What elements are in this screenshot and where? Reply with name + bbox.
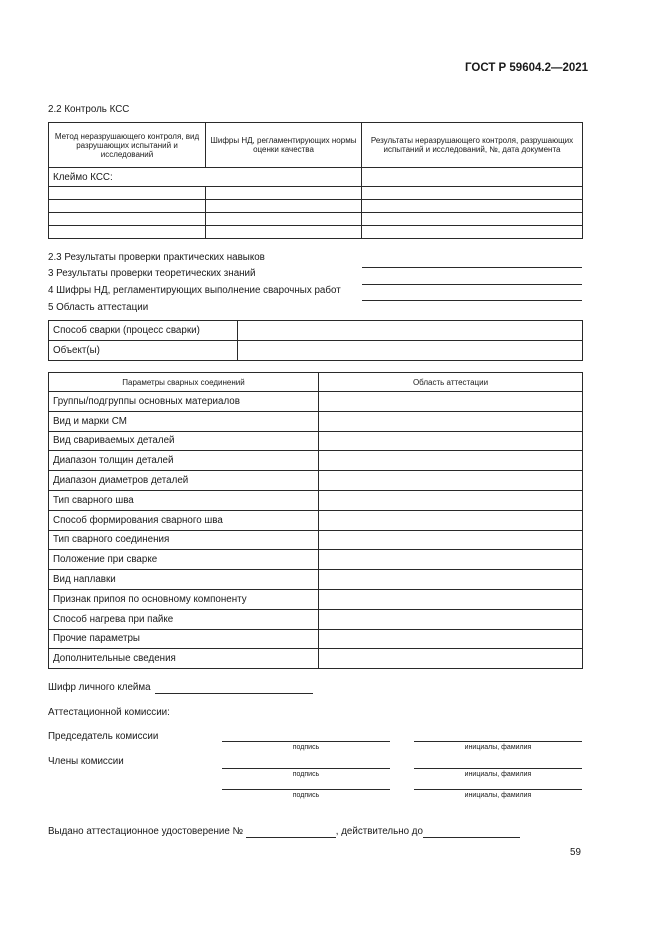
column-header-method: Метод неразрушающего контроля, вид разрушающих испытаний и исследований [49, 123, 206, 168]
scope-table [48, 320, 583, 361]
table-cell[interactable] [49, 200, 206, 213]
table-cell[interactable] [362, 187, 583, 200]
section-2-2-title: 2.2 Контроль КСС [48, 104, 130, 115]
param-row-value[interactable] [319, 411, 583, 431]
valid-until-label: , действительно до [335, 826, 423, 837]
members-label: Члены комиссии [48, 756, 124, 767]
objects-value[interactable] [238, 341, 583, 361]
param-row-label: Тип сварного шва [49, 490, 319, 510]
ndt-control-table [48, 122, 583, 239]
param-row-label: Признак припоя по основному компоненту [49, 589, 319, 609]
param-row-value[interactable] [319, 451, 583, 471]
param-row-value[interactable] [319, 609, 583, 629]
commission-label: Аттестационной комиссии: [48, 707, 170, 718]
param-row-value[interactable] [319, 431, 583, 451]
param-row-value[interactable] [319, 510, 583, 530]
table-cell[interactable] [362, 226, 583, 239]
table-cell[interactable] [49, 226, 206, 239]
welding-method-label: Способ сварки (процесс сварки) [49, 321, 238, 341]
param-row-label: Тип сварного соединения [49, 530, 319, 550]
param-row-label: Способ нагрева при пайке [49, 609, 319, 629]
param-row-value[interactable] [319, 589, 583, 609]
member2-signature-line[interactable] [222, 789, 390, 790]
initials-caption: инициалы, фамилия [464, 792, 532, 799]
page-number: 59 [570, 847, 581, 858]
item-nd-codes: 4 Шифры НД, регламентирующих выполнение сварочных работ [48, 285, 341, 296]
column-header-results: Результаты неразрушающего контроля, разрушающих испытаний и исследований, №, дата документа [362, 123, 583, 168]
params-header: Параметры сварных соединений [49, 373, 319, 392]
certificate-issued-line [48, 826, 520, 838]
member2-name-line[interactable] [414, 789, 582, 790]
table-cell[interactable] [206, 200, 362, 213]
fill-line-theory[interactable] [362, 284, 582, 285]
member1-name-line[interactable] [414, 768, 582, 769]
personal-stamp-field[interactable] [155, 682, 313, 694]
personal-stamp-label: Шифр личного клейма [48, 682, 151, 693]
param-row-label: Вид свариваемых деталей [49, 431, 319, 451]
valid-until-field[interactable] [423, 826, 520, 838]
fill-line-nd[interactable] [362, 300, 582, 301]
param-row-label: Прочие параметры [49, 629, 319, 649]
table-cell[interactable] [206, 187, 362, 200]
item-scope: 5 Область аттестации [48, 302, 149, 313]
fill-line-practical[interactable] [362, 267, 582, 268]
chairman-signature-line[interactable] [222, 741, 390, 742]
initials-caption: инициалы, фамилия [464, 771, 532, 778]
param-row-label: Способ формирования сварного шва [49, 510, 319, 530]
param-row-value[interactable] [319, 490, 583, 510]
document-code: ГОСТ Р 59604.2—2021 [465, 62, 589, 74]
param-row-value[interactable] [319, 570, 583, 590]
signature-caption: подпись [292, 744, 320, 751]
param-row-value[interactable] [319, 550, 583, 570]
signature-caption: подпись [292, 792, 320, 799]
column-header-nd-codes: Шифры НД, регламентирующих нормы оценки качества [206, 123, 362, 168]
param-row-label: Дополнительные сведения [49, 649, 319, 669]
param-row-value[interactable] [319, 530, 583, 550]
table-cell[interactable] [49, 213, 206, 226]
param-row-value[interactable] [319, 471, 583, 491]
param-row-label: Вид наплавки [49, 570, 319, 590]
table-cell[interactable] [206, 226, 362, 239]
objects-label: Объект(ы) [49, 341, 238, 361]
certificate-number-field[interactable] [246, 826, 336, 838]
signature-caption: подпись [292, 771, 320, 778]
param-row-label: Положение при сварке [49, 550, 319, 570]
table-cell[interactable] [362, 213, 583, 226]
table-cell[interactable] [362, 200, 583, 213]
table-cell[interactable] [206, 213, 362, 226]
initials-caption: инициалы, фамилия [464, 744, 532, 751]
param-row-value[interactable] [319, 392, 583, 412]
param-row-label: Диапазон толщин деталей [49, 451, 319, 471]
scope-header: Область аттестации [319, 373, 583, 392]
member1-signature-line[interactable] [222, 768, 390, 769]
param-row-label: Вид и марки СМ [49, 411, 319, 431]
welding-method-value[interactable] [238, 321, 583, 341]
chairman-label: Председатель комиссии [48, 731, 159, 742]
param-row-label: Группы/подгруппы основных материалов [49, 392, 319, 412]
stamp-label: Клеймо КСС: [49, 168, 362, 187]
item-practical-skills: 2.3 Результаты проверки практических навыков [48, 252, 265, 263]
param-row-value[interactable] [319, 649, 583, 669]
chairman-name-line[interactable] [414, 741, 582, 742]
table-cell[interactable] [362, 168, 583, 187]
item-theory: 3 Результаты проверки теоретических знаний [48, 268, 256, 279]
param-row-value[interactable] [319, 629, 583, 649]
table-cell[interactable] [49, 187, 206, 200]
certificate-issued-label: Выдано аттестационное удостоверение № [48, 826, 244, 837]
personal-stamp-line [48, 682, 313, 694]
params-table [48, 372, 583, 669]
param-row-label: Диапазон диаметров деталей [49, 471, 319, 491]
